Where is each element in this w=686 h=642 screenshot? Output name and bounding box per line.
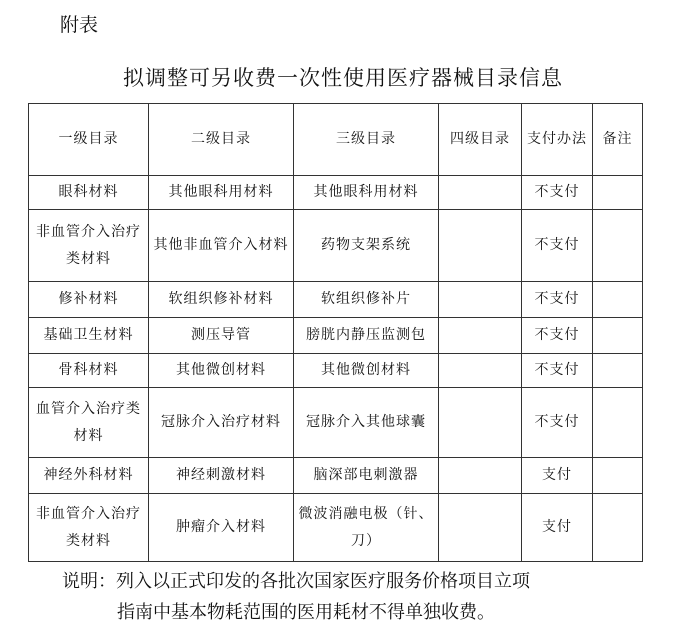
cell-remarks — [593, 494, 643, 562]
cell-remarks — [593, 210, 643, 282]
cell-payment: 不支付 — [522, 388, 593, 458]
cell-level2: 神经刺激材料 — [149, 458, 294, 494]
header-level4: 四级目录 — [439, 104, 522, 176]
table-header-row — [29, 104, 643, 176]
cell-level1: 基础卫生材料 — [29, 318, 149, 354]
header-remarks: 备注 — [593, 104, 643, 176]
cell-remarks — [593, 282, 643, 318]
cell-level3: 软组织修补片 — [294, 282, 439, 318]
cell-level4 — [439, 318, 522, 354]
cell-level2: 其他微创材料 — [149, 354, 294, 388]
cell-level4 — [439, 458, 522, 494]
header-payment: 支付办法 — [522, 104, 593, 176]
table-row — [29, 494, 643, 562]
cell-level2: 肿瘤介入材料 — [149, 494, 294, 562]
explanatory-note — [0, 566, 686, 628]
cell-remarks — [593, 354, 643, 388]
cell-level1: 眼科材料 — [29, 176, 149, 210]
cell-level3: 药物支架系统 — [294, 210, 439, 282]
cell-level1: 非血管介入治疗类材料 — [29, 210, 149, 282]
cell-payment: 不支付 — [522, 318, 593, 354]
header-level1: 一级目录 — [29, 104, 149, 176]
table-row — [29, 210, 643, 282]
cell-payment: 支付 — [522, 458, 593, 494]
note-line-2: 指南中基本物耗范围的医用耗材不得单独收费。 — [117, 602, 495, 623]
cell-level2: 测压导管 — [149, 318, 294, 354]
cell-level1: 非血管介入治疗类材料 — [29, 494, 149, 562]
cell-level2: 冠脉介入治疗材料 — [149, 388, 294, 458]
cell-remarks — [593, 176, 643, 210]
cell-level3: 其他微创材料 — [294, 354, 439, 388]
page-title: 拟调整可另收费一次性使用医疗器械目录信息 — [123, 66, 563, 90]
table-row — [29, 458, 643, 494]
cell-level2: 其他眼科用材料 — [149, 176, 294, 210]
cell-level4 — [439, 210, 522, 282]
appendix-label: 附表 — [60, 14, 99, 36]
header-level3: 三级目录 — [294, 104, 439, 176]
catalog-table — [28, 103, 643, 562]
cell-level4 — [439, 388, 522, 458]
cell-payment: 不支付 — [522, 354, 593, 388]
cell-level2: 其他非血管介入材料 — [149, 210, 294, 282]
cell-payment: 不支付 — [522, 210, 593, 282]
cell-level3: 微波消融电极（针、刀） — [294, 494, 439, 562]
table-row — [29, 354, 643, 388]
cell-remarks — [593, 388, 643, 458]
cell-level3: 冠脉介入其他球囊 — [294, 388, 439, 458]
cell-payment: 支付 — [522, 494, 593, 562]
cell-level3: 膀胱内静压监测包 — [294, 318, 439, 354]
cell-level4 — [439, 494, 522, 562]
cell-level4 — [439, 176, 522, 210]
cell-level2: 软组织修补材料 — [149, 282, 294, 318]
cell-remarks — [593, 458, 643, 494]
cell-level1: 血管介入治疗类材料 — [29, 388, 149, 458]
cell-level4 — [439, 354, 522, 388]
cell-level1: 骨科材料 — [29, 354, 149, 388]
table-row — [29, 176, 643, 210]
cell-payment: 不支付 — [522, 176, 593, 210]
cell-level1: 修补材料 — [29, 282, 149, 318]
cell-level3: 脑深部电刺激器 — [294, 458, 439, 494]
cell-level1: 神经外科材料 — [29, 458, 149, 494]
table-row — [29, 318, 643, 354]
cell-payment: 不支付 — [522, 282, 593, 318]
cell-level3: 其他眼科用材料 — [294, 176, 439, 210]
cell-remarks — [593, 318, 643, 354]
table-row — [29, 388, 643, 458]
note-line-1: 说明：列入以正式印发的各批次国家医疗服务价格项目立项 — [62, 571, 530, 592]
cell-level4 — [439, 282, 522, 318]
header-level2: 二级目录 — [149, 104, 294, 176]
table-row — [29, 282, 643, 318]
